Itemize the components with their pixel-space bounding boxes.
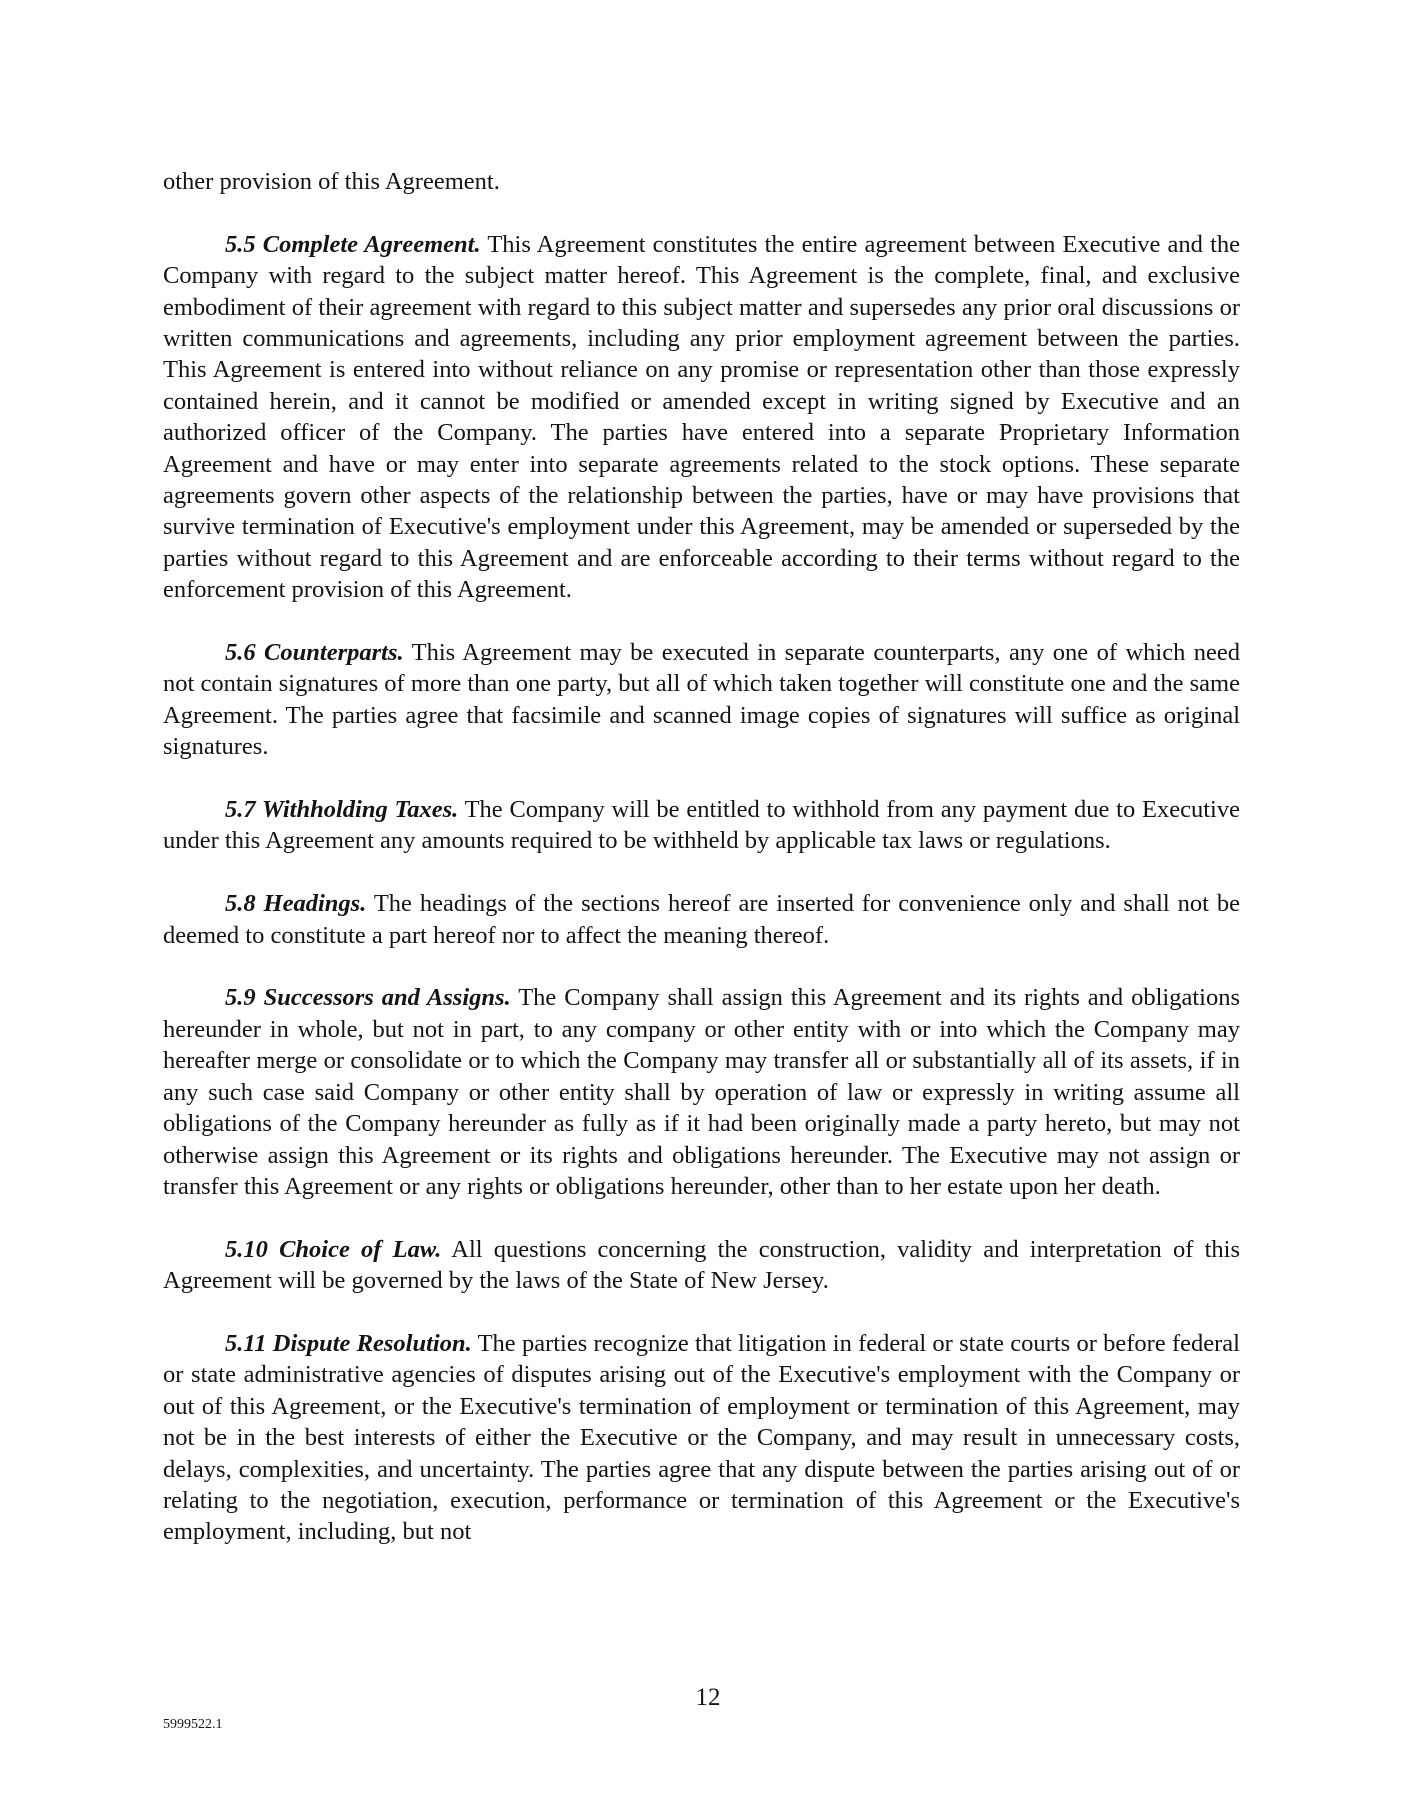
section-text: The Company shall assign this Agreement and its rights and obligations hereunder in whole, but not in part, to any company or other entity with or into which the Company may hereafter merge or consolidate or to which the Company may transfer all or substantially all of its assets, if in any such case said Company or other entity shall by operation of law or expressly in writing assume all obligations of the Company hereunder as fully as if it had been originally made a party hereto, but may not otherwise assign this Agreement or its rights and obligations hereunder. The Executive may not assign or transfer this Agreement or any rights or obligations hereunder, other than to her estate upon her death. bbox=[163, 984, 1241, 1200]
section-5-7-withholding-taxes bbox=[163, 794, 1240, 857]
section-heading: 5.11 Dispute Resolution. bbox=[225, 1329, 472, 1357]
section-text: The parties recognize that litigation in federal or state courts or before federal or state administrative agencies of disputes arising out of the Executive's employment with the Company or out of this Agreement, or the Executive's termination of employment or termination of this Agreement, may not be in the best interests of either the Executive or the Company, and may result in unnecessary costs, delays, complexities, and uncertainty. The parties agree that any dispute between the parties arising out of or relating to the negotiation, execution, performance or termination of this Agreement or the Executive's employment, including, but not bbox=[163, 1329, 1240, 1546]
section-5-11-dispute-resolution bbox=[163, 1328, 1240, 1548]
section-heading: 5.8 Headings. bbox=[225, 890, 367, 918]
section-heading: 5.5 Complete Agreement. bbox=[225, 230, 481, 258]
page-number: 12 bbox=[695, 1684, 721, 1711]
section-5-5-complete-agreement bbox=[163, 229, 1240, 606]
section-5-6-counterparts bbox=[163, 637, 1240, 763]
section-text: All questions concerning the construction, validity and interpretation of this Agreement will be governed by the laws of the State of New Jersey. bbox=[163, 1235, 1240, 1295]
section-5-8-headings bbox=[163, 888, 1240, 951]
section-heading: 5.7 Withholding Taxes. bbox=[225, 796, 459, 824]
section-text: This Agreement may be executed in separate counterparts, any one of which need not contain signatures of more than one party, but all of which taken together will constitute one and the same Agreement. The parties agree that facsimile and scanned image copies of signatures will suffice as original signatures. bbox=[163, 639, 1240, 761]
document-body bbox=[163, 166, 1240, 1579]
section-heading: 5.9 Successors and Assigns. bbox=[225, 984, 511, 1012]
section-text: The Company will be entitled to withhold from any payment due to Executive under this Agreement any amounts required to be withheld by applicable tax laws or regulations. bbox=[163, 796, 1240, 855]
section-heading: 5.6 Counterparts. bbox=[225, 639, 404, 667]
section-5-9-successors-and-assigns bbox=[163, 982, 1240, 1202]
continuation-paragraph: other provision of this Agreement. bbox=[163, 168, 500, 195]
section-5-10-choice-of-law bbox=[163, 1234, 1240, 1297]
section-text: This Agreement constitutes the entire agreement between Executive and the Company with regard to the subject matter hereof. This Agreement is the complete, final, and exclusive embodiment of their agreement with regard to this subject matter and supersedes any prior oral discussions or written communications and agreements, including any prior employment agreement between the parties. This Agreement is entered into without reliance on any promise or representation other than those expressly contained herein, and it cannot be modified or amended except in writing signed by Executive and an authorized officer of the Company. The parties have entered into a separate Proprietary Information Agreement and have or may enter into separate agreements related to the stock options. These separate agreements govern other aspects of the relationship between the parties, have or may have provisions that survive termination of Executive's employment under this Agreement, may be amended or superseded by the parties without regard to this Agreement and are enforceable according to their terms without regard to the enforcement provision of this Agreement. bbox=[163, 230, 1241, 604]
section-heading: 5.10 Choice of Law. bbox=[225, 1235, 442, 1263]
document-id: 5999522.1 bbox=[163, 1717, 223, 1732]
section-text: The headings of the sections hereof are inserted for convenience only and shall not be deemed to constitute a part hereof nor to affect the meaning thereof. bbox=[163, 890, 1240, 949]
